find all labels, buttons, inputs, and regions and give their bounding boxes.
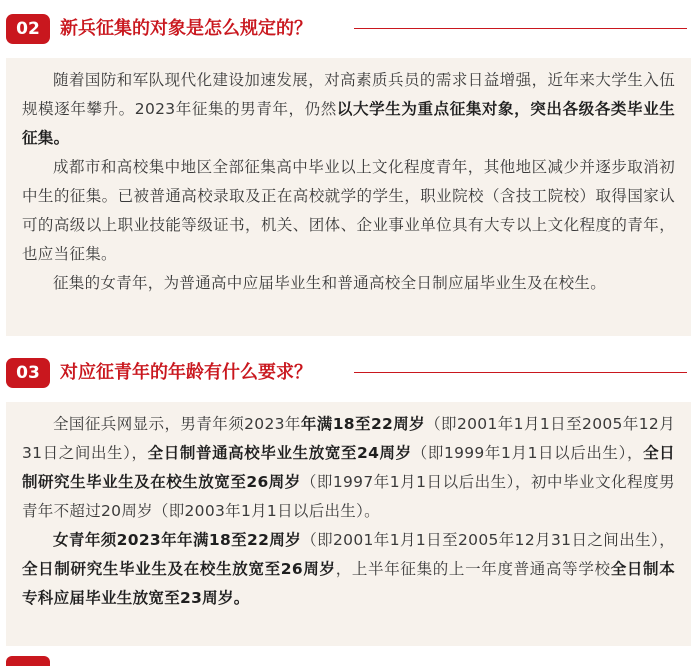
section-3-content: [6, 402, 691, 646]
paragraph: 全国征兵网显示，男青年须2023年年满18至22周岁（即2001年1月1日至2005年12月31日之间出生），全日制普通高校毕业生放宽至24周岁（即1999年1月1日以后出生），全日制研究生毕业生及在校生放宽至26周岁（即1997年1月1日以后出生），初中毕业文化程度男青年不超过20周岁（即2003年1月1日以后出生）。: [22, 415, 675, 520]
section-title: 新兵征集的对象是怎么规定的？: [60, 18, 312, 39]
paragraph: 女青年须2023年年满18至22周岁（即2001年1月1日至2005年12月31日之间出生），全日制研究生毕业生及在校生放宽至26周岁，上半年征集的上一年度普通高等学校全日制本专科应届毕业生放宽至23周岁。: [22, 531, 676, 607]
bold-text: 女青年须2023年年满18至22周岁: [53, 531, 302, 549]
bold-text: 年满18至22周岁: [300, 415, 426, 433]
next-section-badge-partial: [6, 656, 50, 666]
bold-text: 全日制普通高校毕业生放宽至24周岁: [147, 444, 412, 462]
bold-text: 全日制研究生毕业生及在校生放宽至26周岁: [22, 560, 336, 578]
section-number-badge: 03: [6, 358, 50, 388]
section-number-badge: 02: [6, 14, 50, 44]
header-divider-line: [354, 372, 687, 373]
paragraph: 成都市和高校集中地区全部征集高中毕业以上文化程度青年，其他地区减少并逐步取消初中生的征集。已被普通高校录取及正在高校就学的学生，职业院校（含技工院校）取得国家认可的高级以上职业技能等级证书，机关、团体、企业事业单位具有大专以上文化程度的青年，也应当征集。: [22, 158, 675, 263]
paragraph: 征集的女青年，为普通高中应届毕业生和普通高校全日制应届毕业生及在校生。: [53, 274, 607, 292]
bold-text: 全日制研究生毕业生及在校生放宽至26周岁: [22, 444, 675, 491]
section-2-content: [6, 58, 691, 336]
section-3-header: [0, 356, 697, 390]
header-divider-line: [354, 28, 687, 29]
section-2-header: [0, 12, 697, 46]
bold-text: 以大学生为重点征集对象，突出各级各类毕业生征集。: [22, 100, 675, 147]
bold-text: 全日制本专科应届毕业生放宽至23周岁。: [22, 560, 676, 607]
section-title: 对应征青年的年龄有什么要求？: [60, 362, 312, 383]
paragraph: 随着国防和军队现代化建设加速发展，对高素质兵员的需求日益增强，近年来大学生入伍规模逐年攀升。2023年征集的男青年，仍然以大学生为重点征集对象，突出各级各类毕业生征集。: [22, 71, 675, 147]
